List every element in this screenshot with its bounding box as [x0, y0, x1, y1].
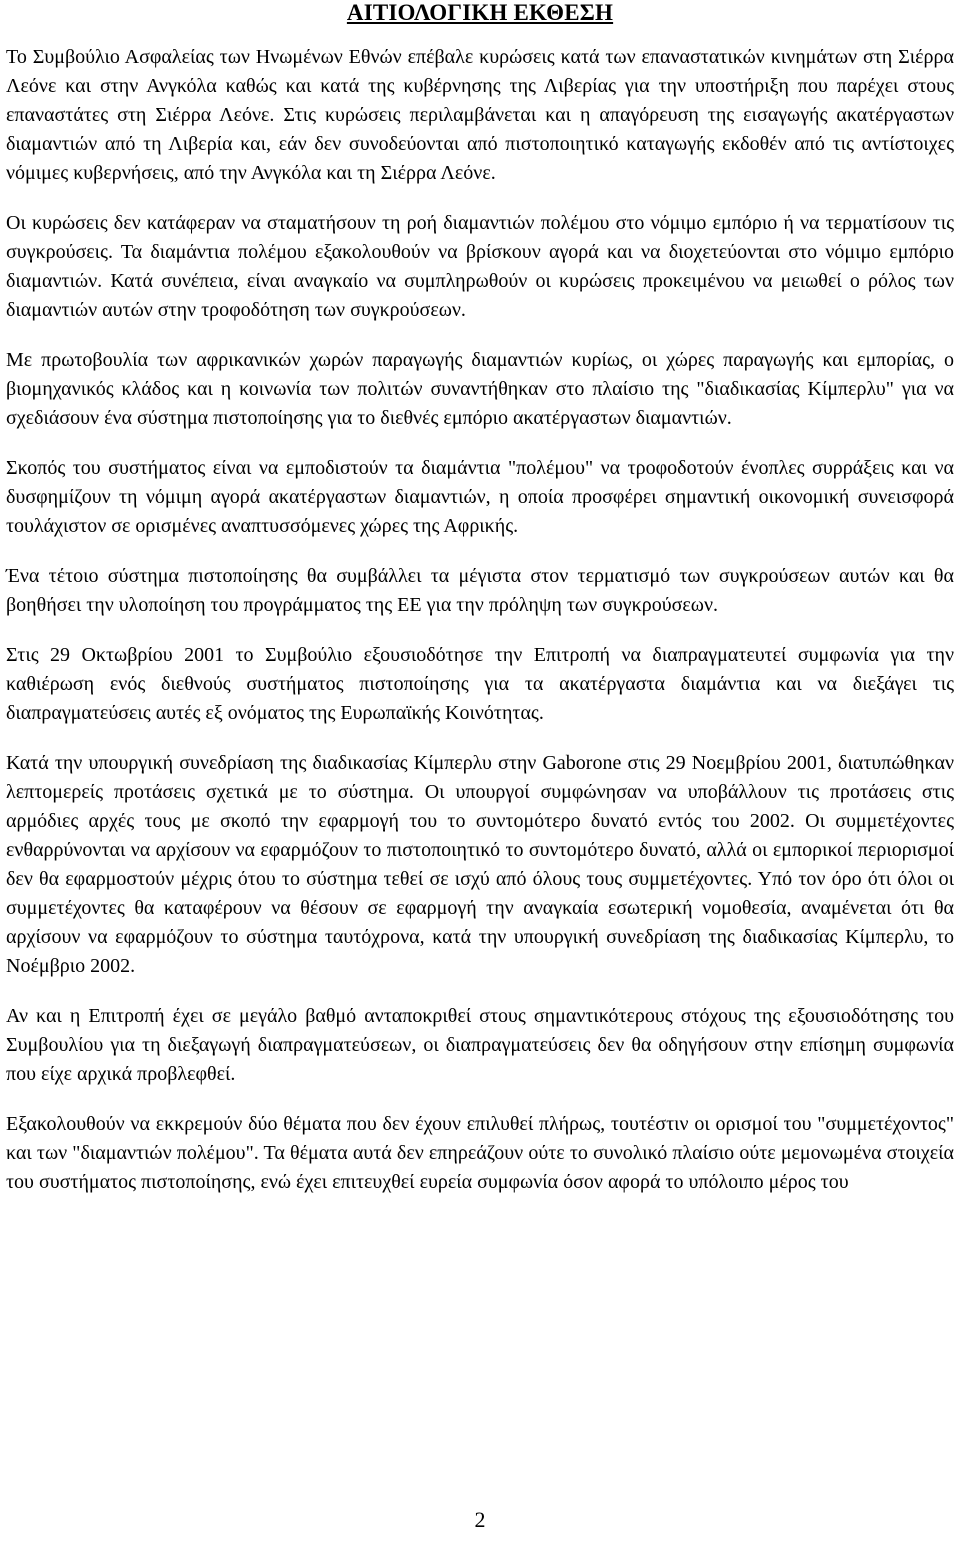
page-number: 2 — [474, 1507, 486, 1532]
body-paragraph: Με πρωτοβουλία των αφρικανικών χωρών παραγωγής διαμαντιών κυρίως, οι χώρες παραγωγής και εμπορίας, ο βιομηχανικός κλάδος και η κοινωνία των πολιτών συναντήθηκαν στο πλαίσιο της "διαδικασίας Κίμπερλυ" για να σχεδιάσουν ένα σύστημα πιστοποίησης για το διεθνές εμπόριο ακατέργαστων διαμαντιών. — [6, 349, 954, 429]
body-paragraph: Αν και η Επιτροπή έχει σε μεγάλο βαθμό ανταποκριθεί στους σημαντικότερους στόχους της εξουσιοδότησης του Συμβουλίου για τη διεξαγωγή διαπραγματεύσεων, οι διαπραγματεύσεις δεν θα οδηγήσουν στην επίσημη συμφωνία που είχε αρχικά προβλεφθεί. — [6, 1005, 954, 1085]
body-paragraph: Σκοπός του συστήματος είναι να εμποδιστούν τα διαμάντια "πολέμου" να τροφοδοτούν ένοπλες συρράξεις και να δυσφημίζουν τη νόμιμη αγορά ακατέργαστων διαμαντιών, η οποία προσφέρει σημαντική οικονομική συνεισφορά τουλάχιστον σε ορισμένες αναπτυσσόμενες χώρες της Αφρικής. — [6, 457, 954, 537]
body-paragraph: Το Συμβούλιο Ασφαλείας των Ηνωμένων Εθνών επέβαλε κυρώσεις κατά των επαναστατικών κινημάτων στη Σιέρρα Λεόνε και στην Ανγκόλα καθώς και κατά της κυβέρνησης της Λιβερίας για την υποστήριξη που παρέχει στους επαναστάτες στη Σιέρρα Λεόνε. Στις κυρώσεις περιλαμβάνεται και η απαγόρευση της εισαγωγής ακατέργαστων διαμαντιών από τη Λιβερία και, εάν δεν συνοδεύονται από πιστοποιητικό καταγωγής εκδοθέν από τις αντίστοιχες νόμιμες κυβερνήσεις, από την Ανγκόλα και τη Σιέρρα Λεόνε. — [6, 46, 954, 184]
document-body — [6, 43, 954, 1197]
body-paragraph: Στις 29 Οκτωβρίου 2001 το Συμβούλιο εξουσιοδότησε την Επιτροπή να διαπραγματευτεί συμφωνία για την καθιέρωση ενός διεθνούς συστήματος πιστοποίησης για τα ακατέργαστα διαμάντια και να διεξάγει τις διαπραγματεύσεις αυτές εξ ονόματος της Ευρωπαϊκής Κοινότητας. — [6, 644, 954, 724]
body-paragraph: Οι κυρώσεις δεν κατάφεραν να σταματήσουν τη ροή διαμαντιών πολέμου στο νόμιμο εμπόριο ή να τερματίσουν τις συγκρούσεις. Τα διαμάντια πολέμου εξακολουθούν να βρίσκουν αγορά και να διοχετεύονται στο νόμιμο εμπόριο διαμαντιών. Κατά συνέπεια, είναι αναγκαίο να συμπληρωθούν οι κυρώσεις προκειμένου να μειωθεί ο ρόλος των διαμαντιών αυτών στην τροφοδότηση των συγκρούσεων. — [6, 212, 954, 321]
body-paragraph: Κατά την υπουργική συνεδρίαση της διαδικασίας Κίμπερλυ στην Gaborone στις 29 Νοεμβρίου 2001, διατυπώθηκαν λεπτομερείς προτάσεις σχετικά με το σύστημα. Οι υπουργοί συμφώνησαν να υποβάλλουν τις προτάσεις στις αρμόδιες αρχές τους με σκοπό την εφαρμογή του το συντομότερο δυνατό εντός του 2002. Οι συμμετέχοντες ενθαρρύνονται να αρχίσουν να εφαρμόζουν το πιστοποιητικό το συντομότερο δυνατό, αλλά οι εμπορικοί περιορισμοί δεν θα εφαρμοστούν μέχρις ότου το σύστημα τεθεί σε ισχύ από όλους τους συμμετέχοντες. Υπό τον όρο ότι όλοι οι συμμετέχοντες θα καταφέρουν να θέσουν σε εφαρμογή την αναγκαία εσωτερική νομοθεσία, αναμένεται ότι θα αρχίσουν να εφαρμόζουν το σύστημα ταυτόχρονα, κατά την υπουργική συνεδρίαση της διαδικασίας Κίμπερλυ, το Νοέμβριο 2002. — [6, 752, 954, 977]
body-paragraph: Ένα τέτοιο σύστημα πιστοποίησης θα συμβάλλει τα μέγιστα στον τερματισμό των συγκρούσεων αυτών και θα βοηθήσει την υλοποίηση του προγράμματος της ΕΕ για την πρόληψη των συγκρούσεων. — [6, 565, 954, 616]
document-title: ΑΙΤΙΟΛΟΓΙΚΗ ΕΚΘΕΣΗ — [346, 0, 614, 25]
body-paragraph: Εξακολουθούν να εκκρεμούν δύο θέματα που δεν έχουν επιλυθεί πλήρως, τουτέστιν οι ορισμοί του "συμμετέχοντος" και των "διαμαντιών πολέμου". Τα θέματα αυτά δεν επηρεάζουν ούτε το συνολικό πλαίσιο ούτε μεμονωμένα στοιχεία του συστήματος πιστοποίησης, ενώ έχει επιτευχθεί ευρεία συμφωνία όσον αφορά το υπόλοιπο μέρος του — [6, 1113, 954, 1193]
